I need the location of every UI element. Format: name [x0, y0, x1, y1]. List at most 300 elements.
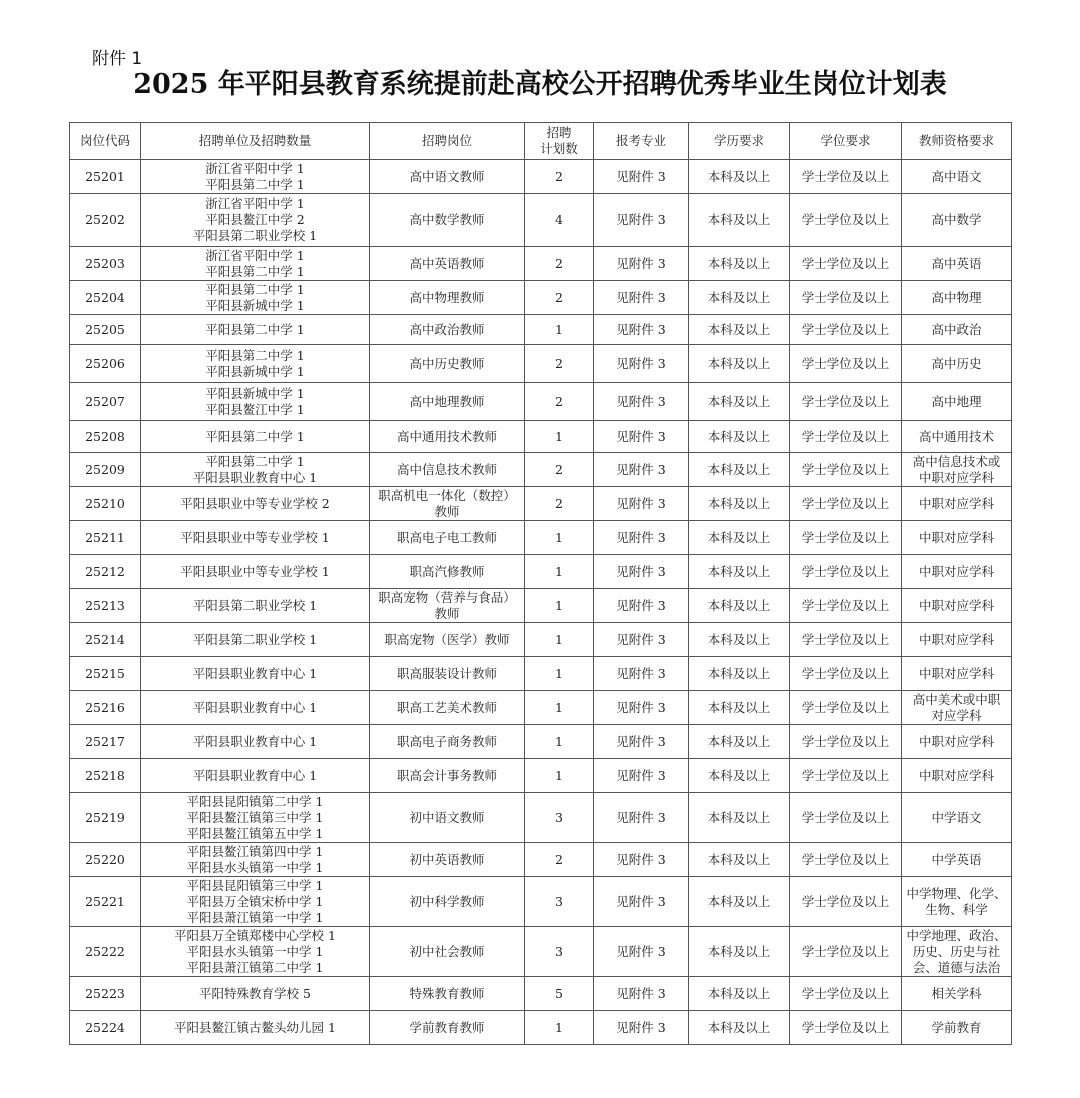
hiring-units-cell: [141, 555, 370, 589]
hiring-units-cell: [141, 487, 370, 521]
plan-count-cell: 2: [525, 843, 594, 877]
header-cell-code: 岗位代码: [70, 123, 141, 160]
teacher-certificate-cell-line: 会、道德与法治: [912, 959, 1001, 975]
hiring-units-cell: [141, 281, 370, 315]
hiring-units-cell-line: 平阳县职业中等专业学校 1: [180, 563, 330, 579]
major-cell: 见附件 3: [594, 160, 689, 194]
table-row: [70, 421, 1012, 453]
plan-count-cell: 1: [525, 657, 594, 691]
teacher-certificate-cell: [902, 383, 1012, 421]
job-position-cell-line: 教师: [434, 503, 460, 519]
job-position-cell: [370, 194, 525, 247]
teacher-certificate-cell: [902, 421, 1012, 453]
job-position-cell: [370, 247, 525, 281]
education-cell: 本科及以上: [689, 281, 790, 315]
teacher-certificate-cell: [902, 725, 1012, 759]
hiring-units-cell-line: 平阳县鳌江镇第三中学 1: [186, 809, 324, 825]
attachment-label: 附件 1: [92, 49, 143, 69]
plan-count-cell: 2: [525, 383, 594, 421]
degree-cell: 学士学位及以上: [790, 725, 902, 759]
hiring-units-cell-line: 平阳县职业中等专业学校 2: [180, 495, 330, 511]
hiring-units-cell-line: 平阳县新城中学 1: [205, 297, 305, 313]
hiring-units-cell-line: 平阳县第二中学 1: [205, 347, 305, 363]
teacher-certificate-cell: [902, 977, 1012, 1011]
education-cell: 本科及以上: [689, 927, 790, 977]
teacher-certificate-cell-line: 高中信息技术或: [912, 453, 1001, 469]
job-position-cell: [370, 421, 525, 453]
teacher-certificate-cell-line: 中职对应学科: [918, 563, 994, 579]
teacher-certificate-cell-line: 高中语文: [931, 168, 982, 184]
teacher-certificate-cell: [902, 315, 1012, 345]
position-code-cell: 25218: [70, 759, 141, 793]
table-row: [70, 843, 1012, 877]
table-row: [70, 691, 1012, 725]
teacher-certificate-cell: [902, 793, 1012, 843]
teacher-certificate-cell: [902, 160, 1012, 194]
position-code-cell: 25223: [70, 977, 141, 1011]
teacher-certificate-cell-line: 高中通用技术: [918, 428, 994, 444]
hiring-units-cell-line: 平阳县第二中学 1: [205, 321, 305, 337]
hiring-units-cell-line: 平阳县第二职业学校 1: [192, 597, 318, 613]
job-position-cell-line: 职高宠物（营养与食品）: [378, 589, 516, 605]
major-cell: 见附件 3: [594, 877, 689, 927]
plan-count-cell: 4: [525, 194, 594, 247]
teacher-certificate-cell: [902, 521, 1012, 555]
job-position-cell: [370, 793, 525, 843]
hiring-units-cell: [141, 725, 370, 759]
position-code-cell: 25203: [70, 247, 141, 281]
hiring-units-cell-line: 平阳县昆阳镇第二中学 1: [186, 793, 324, 809]
job-position-cell-line: 高中地理教师: [409, 393, 485, 409]
position-code-cell: 25224: [70, 1011, 141, 1045]
hiring-units-cell: [141, 793, 370, 843]
plan-count-cell: 1: [525, 759, 594, 793]
job-position-cell: [370, 759, 525, 793]
hiring-units-cell-line: 平阳县萧江镇第一中学 1: [186, 909, 324, 925]
teacher-certificate-cell: [902, 453, 1012, 487]
hiring-units-cell-line: 平阳县万全镇宋桥中学 1: [186, 893, 324, 909]
job-position-cell: [370, 315, 525, 345]
plan-count-cell: 1: [525, 521, 594, 555]
teacher-certificate-cell-line: 中学地理、政治、: [906, 927, 1007, 943]
teacher-certificate-cell-line: 中职对应学科: [918, 733, 994, 749]
plan-count-cell: 2: [525, 453, 594, 487]
plan-count-cell: 1: [525, 725, 594, 759]
teacher-certificate-cell-line: 中职对应学科: [918, 631, 994, 647]
position-code-cell: 25215: [70, 657, 141, 691]
degree-cell: 学士学位及以上: [790, 843, 902, 877]
teacher-certificate-cell-line: 中学物理、化学、: [906, 885, 1007, 901]
major-cell: 见附件 3: [594, 623, 689, 657]
position-code-cell: 25208: [70, 421, 141, 453]
degree-cell: 学士学位及以上: [790, 487, 902, 521]
degree-cell: 学士学位及以上: [790, 281, 902, 315]
degree-cell: 学士学位及以上: [790, 521, 902, 555]
teacher-certificate-cell-line: 学前教育: [931, 1019, 982, 1035]
header-cell-major: 报考专业: [594, 123, 689, 160]
job-position-cell: [370, 927, 525, 977]
table-row: [70, 521, 1012, 555]
education-cell: 本科及以上: [689, 1011, 790, 1045]
position-code-cell: 25210: [70, 487, 141, 521]
teacher-certificate-cell-line: 高中物理: [931, 289, 982, 305]
hiring-units-cell: [141, 657, 370, 691]
plan-count-cell: 1: [525, 1011, 594, 1045]
major-cell: 见附件 3: [594, 725, 689, 759]
degree-cell: 学士学位及以上: [790, 345, 902, 383]
hiring-units-cell: [141, 877, 370, 927]
hiring-units-cell-line: 平阳县水头镇第一中学 1: [186, 943, 324, 959]
teacher-certificate-cell: [902, 194, 1012, 247]
degree-cell: 学士学位及以上: [790, 421, 902, 453]
table-row: [70, 623, 1012, 657]
teacher-certificate-cell-line: 中职对应学科: [918, 767, 994, 783]
teacher-certificate-cell: [902, 623, 1012, 657]
degree-cell: 学士学位及以上: [790, 977, 902, 1011]
degree-cell: 学士学位及以上: [790, 315, 902, 345]
education-cell: 本科及以上: [689, 160, 790, 194]
table-row: [70, 315, 1012, 345]
teacher-certificate-cell-line: 中职对应学科: [918, 665, 994, 681]
major-cell: 见附件 3: [594, 759, 689, 793]
plan-count-cell: 1: [525, 421, 594, 453]
hiring-units-cell-line: 平阳县职业中等专业学校 1: [180, 529, 330, 545]
education-cell: 本科及以上: [689, 843, 790, 877]
table-body: [70, 160, 1012, 1045]
hiring-units-cell-line: 平阳特殊教育学校 5: [199, 985, 311, 1001]
major-cell: 见附件 3: [594, 194, 689, 247]
hiring-units-cell-line: 浙江省平阳中学 1: [205, 247, 305, 263]
hiring-units-cell: [141, 589, 370, 623]
plan-count-cell: 1: [525, 623, 594, 657]
major-cell: 见附件 3: [594, 247, 689, 281]
teacher-certificate-cell: [902, 345, 1012, 383]
position-code-cell: 25204: [70, 281, 141, 315]
hiring-units-cell-line: 平阳县第二中学 1: [205, 176, 305, 192]
hiring-units-cell-line: 平阳县职业教育中心 1: [192, 767, 318, 783]
position-code-cell: 25207: [70, 383, 141, 421]
hiring-units-cell: [141, 421, 370, 453]
table-row: [70, 345, 1012, 383]
degree-cell: 学士学位及以上: [790, 194, 902, 247]
job-position-cell-line: 职高服装设计教师: [396, 665, 497, 681]
header-cell-certificate: 教师资格要求: [902, 123, 1012, 160]
job-position-cell: [370, 977, 525, 1011]
job-position-cell-line: 高中通用技术教师: [396, 428, 497, 444]
plan-count-cell: 2: [525, 247, 594, 281]
degree-cell: 学士学位及以上: [790, 453, 902, 487]
teacher-certificate-cell: [902, 759, 1012, 793]
hiring-units-cell-line: 平阳县第二中学 1: [205, 428, 305, 444]
teacher-certificate-cell: [902, 843, 1012, 877]
table-row: [70, 793, 1012, 843]
plan-count-cell: 2: [525, 281, 594, 315]
teacher-certificate-cell: [902, 657, 1012, 691]
table-row: [70, 247, 1012, 281]
education-cell: 本科及以上: [689, 657, 790, 691]
job-position-cell: [370, 623, 525, 657]
degree-cell: 学士学位及以上: [790, 759, 902, 793]
education-cell: 本科及以上: [689, 759, 790, 793]
table-row: [70, 281, 1012, 315]
plan-count-cell: 3: [525, 793, 594, 843]
plan-count-cell: 1: [525, 555, 594, 589]
degree-cell: 学士学位及以上: [790, 623, 902, 657]
major-cell: 见附件 3: [594, 691, 689, 725]
degree-cell: 学士学位及以上: [790, 555, 902, 589]
header-row: [70, 123, 1012, 160]
job-position-cell: [370, 589, 525, 623]
teacher-certificate-cell: [902, 927, 1012, 977]
position-code-cell: 25213: [70, 589, 141, 623]
header-cell-degree: 学位要求: [790, 123, 902, 160]
table-row: [70, 927, 1012, 977]
table-row: [70, 725, 1012, 759]
job-position-cell-line: 职高电子商务教师: [396, 733, 497, 749]
education-cell: 本科及以上: [689, 487, 790, 521]
plan-count-cell: 2: [525, 345, 594, 383]
teacher-certificate-cell: [902, 247, 1012, 281]
hiring-units-cell-line: 平阳县鳌江中学 2: [205, 212, 305, 227]
job-position-cell-line: 职高宠物（医学）教师: [384, 631, 510, 647]
hiring-units-cell: [141, 383, 370, 421]
table-row: [70, 487, 1012, 521]
teacher-certificate-cell-line: 对应学科: [931, 707, 982, 723]
teacher-certificate-cell: [902, 1011, 1012, 1045]
job-position-cell-line: 高中英语教师: [409, 255, 485, 271]
hiring-units-cell-line: 平阳县第二职业学校 1: [192, 631, 318, 647]
teacher-certificate-cell-line: 高中地理: [931, 393, 982, 409]
job-position-cell-line: 学前教育教师: [409, 1019, 485, 1035]
table-row: [70, 877, 1012, 927]
job-position-cell-line: 高中政治教师: [409, 321, 485, 337]
position-code-cell: 25206: [70, 345, 141, 383]
job-position-cell: [370, 487, 525, 521]
major-cell: 见附件 3: [594, 281, 689, 315]
education-cell: 本科及以上: [689, 725, 790, 759]
plan-count-cell: 1: [525, 691, 594, 725]
teacher-certificate-cell-line: 生物、科学: [925, 901, 988, 917]
hiring-units-cell: [141, 160, 370, 194]
major-cell: 见附件 3: [594, 793, 689, 843]
job-position-cell-line: 职高机电一体化（数控）: [378, 487, 516, 503]
hiring-units-cell-line: 平阳县新城中学 1: [205, 385, 305, 401]
education-cell: 本科及以上: [689, 623, 790, 657]
position-code-cell: 25220: [70, 843, 141, 877]
education-cell: 本科及以上: [689, 247, 790, 281]
hiring-units-cell: [141, 843, 370, 877]
education-cell: 本科及以上: [689, 453, 790, 487]
hiring-units-cell: [141, 521, 370, 555]
degree-cell: 学士学位及以上: [790, 247, 902, 281]
header-cell-position: 招聘岗位: [370, 123, 525, 160]
hiring-units-cell-line: 平阳县万全镇郑楼中心学校 1: [174, 927, 336, 943]
degree-cell: 学士学位及以上: [790, 160, 902, 194]
degree-cell: 学士学位及以上: [790, 589, 902, 623]
education-cell: 本科及以上: [689, 555, 790, 589]
hiring-units-cell: [141, 247, 370, 281]
job-position-cell-line: 职高汽修教师: [409, 563, 485, 579]
hiring-units-cell-line: 平阳县萧江镇第二中学 1: [186, 959, 324, 975]
teacher-certificate-cell-line: 历史、历史与社: [912, 943, 1001, 959]
table-row: [70, 1011, 1012, 1045]
major-cell: 见附件 3: [594, 927, 689, 977]
job-position-cell-line: 高中信息技术教师: [396, 461, 497, 477]
job-position-cell-line: 高中历史教师: [409, 355, 485, 371]
hiring-units-cell: [141, 315, 370, 345]
table-row: [70, 589, 1012, 623]
major-cell: 见附件 3: [594, 383, 689, 421]
job-position-cell-line: 高中数学教师: [409, 212, 485, 227]
position-code-cell: 25216: [70, 691, 141, 725]
job-position-cell-line: 职高会计事务教师: [396, 767, 497, 783]
teacher-certificate-cell-line: 高中英语: [931, 255, 982, 271]
major-cell: 见附件 3: [594, 555, 689, 589]
job-position-cell: [370, 725, 525, 759]
major-cell: 见附件 3: [594, 345, 689, 383]
education-cell: 本科及以上: [689, 421, 790, 453]
hiring-units-cell-line: 平阳县新城中学 1: [205, 363, 305, 379]
hiring-units-cell: [141, 691, 370, 725]
position-code-cell: 25214: [70, 623, 141, 657]
hiring-units-cell-line: 平阳县鳌江镇第四中学 1: [186, 843, 324, 859]
hiring-units-cell-line: 平阳县鳌江中学 1: [205, 401, 305, 417]
table-row: [70, 555, 1012, 589]
job-position-cell-line: 高中物理教师: [409, 289, 485, 305]
table-row: [70, 160, 1012, 194]
job-position-cell: [370, 657, 525, 691]
job-position-cell-line: 初中科学教师: [409, 893, 485, 909]
teacher-certificate-cell: [902, 589, 1012, 623]
position-code-cell: 25217: [70, 725, 141, 759]
plan-count-cell: 5: [525, 977, 594, 1011]
degree-cell: 学士学位及以上: [790, 1011, 902, 1045]
plan-count-cell: 3: [525, 877, 594, 927]
header-cell-units: 招聘单位及招聘数量: [141, 123, 370, 160]
major-cell: 见附件 3: [594, 657, 689, 691]
education-cell: 本科及以上: [689, 383, 790, 421]
teacher-certificate-cell: [902, 281, 1012, 315]
recruitment-plan-table: [69, 122, 1012, 1045]
hiring-units-cell-line: 平阳县职业教育中心 1: [192, 469, 318, 485]
position-code-cell: 25219: [70, 793, 141, 843]
hiring-units-cell-line: 平阳县第二中学 1: [205, 281, 305, 297]
plan-count-cell: 2: [525, 487, 594, 521]
teacher-certificate-cell-line: 高中美术或中职: [912, 691, 1001, 707]
hiring-units-cell: [141, 623, 370, 657]
major-cell: 见附件 3: [594, 843, 689, 877]
job-position-cell: [370, 345, 525, 383]
hiring-units-cell: [141, 453, 370, 487]
job-position-cell: [370, 843, 525, 877]
teacher-certificate-cell-line: 中职对应学科: [918, 469, 994, 485]
degree-cell: 学士学位及以上: [790, 657, 902, 691]
teacher-certificate-cell-line: 高中政治: [931, 321, 982, 337]
education-cell: 本科及以上: [689, 589, 790, 623]
degree-cell: 学士学位及以上: [790, 383, 902, 421]
degree-cell: 学士学位及以上: [790, 927, 902, 977]
education-cell: 本科及以上: [689, 877, 790, 927]
degree-cell: 学士学位及以上: [790, 877, 902, 927]
hiring-units-cell: [141, 1011, 370, 1045]
position-code-cell: 25202: [70, 194, 141, 247]
job-position-cell: [370, 383, 525, 421]
table-row: [70, 453, 1012, 487]
major-cell: 见附件 3: [594, 453, 689, 487]
position-code-cell: 25209: [70, 453, 141, 487]
job-position-cell-line: 初中语文教师: [409, 809, 485, 825]
teacher-certificate-cell-line: 中学语文: [931, 809, 982, 825]
teacher-certificate-cell-line: 中学英语: [931, 851, 982, 867]
plan-count-cell: 1: [525, 315, 594, 345]
table-row: [70, 383, 1012, 421]
table-row: [70, 657, 1012, 691]
education-cell: 本科及以上: [689, 194, 790, 247]
hiring-units-cell-line: 平阳县职业教育中心 1: [192, 733, 318, 749]
job-position-cell: [370, 160, 525, 194]
major-cell: 见附件 3: [594, 315, 689, 345]
hiring-units-cell: [141, 345, 370, 383]
teacher-certificate-cell-line: 高中数学: [931, 212, 982, 227]
position-code-cell: 25201: [70, 160, 141, 194]
education-cell: 本科及以上: [689, 521, 790, 555]
teacher-certificate-cell: [902, 691, 1012, 725]
teacher-certificate-cell-line: 中职对应学科: [918, 529, 994, 545]
position-code-cell: 25221: [70, 877, 141, 927]
teacher-certificate-cell: [902, 555, 1012, 589]
plan-count-cell: 3: [525, 927, 594, 977]
job-position-cell: [370, 281, 525, 315]
position-code-cell: 25222: [70, 927, 141, 977]
position-code-cell: 25205: [70, 315, 141, 345]
plan-count-cell: 2: [525, 160, 594, 194]
job-position-cell-line: 特殊教育教师: [409, 985, 485, 1001]
job-position-cell: [370, 521, 525, 555]
page-title: 2025 年平阳县教育系统提前赴高校公开招聘优秀毕业生岗位计划表: [133, 69, 947, 100]
major-cell: 见附件 3: [594, 589, 689, 623]
hiring-units-cell: [141, 977, 370, 1011]
position-code-cell: 25211: [70, 521, 141, 555]
job-position-cell-line: 高中语文教师: [409, 168, 485, 184]
job-position-cell-line: 职高工艺美术教师: [396, 699, 497, 715]
teacher-certificate-cell-line: 中职对应学科: [918, 597, 994, 613]
job-position-cell: [370, 555, 525, 589]
hiring-units-cell-line: 平阳县第二中学 1: [205, 263, 305, 279]
header-cell-count: 招聘 计划数: [525, 123, 594, 160]
major-cell: 见附件 3: [594, 421, 689, 453]
job-position-cell: [370, 877, 525, 927]
major-cell: 见附件 3: [594, 487, 689, 521]
header-cell-education: 学历要求: [689, 123, 790, 160]
plan-count-cell: 1: [525, 589, 594, 623]
education-cell: 本科及以上: [689, 691, 790, 725]
teacher-certificate-cell-line: 相关学科: [931, 985, 982, 1001]
major-cell: 见附件 3: [594, 977, 689, 1011]
teacher-certificate-cell: [902, 877, 1012, 927]
education-cell: 本科及以上: [689, 793, 790, 843]
hiring-units-cell-line: 平阳县水头镇第一中学 1: [186, 859, 324, 875]
job-position-cell: [370, 1011, 525, 1045]
table-row: [70, 759, 1012, 793]
teacher-certificate-cell: [902, 487, 1012, 521]
hiring-units-cell-line: 平阳县第二职业学校 1: [192, 228, 318, 243]
hiring-units-cell-line: 平阳县职业教育中心 1: [192, 699, 318, 715]
education-cell: 本科及以上: [689, 977, 790, 1011]
job-position-cell-line: 教师: [434, 605, 460, 621]
hiring-units-cell-line: 平阳县昆阳镇第三中学 1: [186, 877, 324, 893]
teacher-certificate-cell-line: 中职对应学科: [918, 495, 994, 511]
position-code-cell: 25212: [70, 555, 141, 589]
